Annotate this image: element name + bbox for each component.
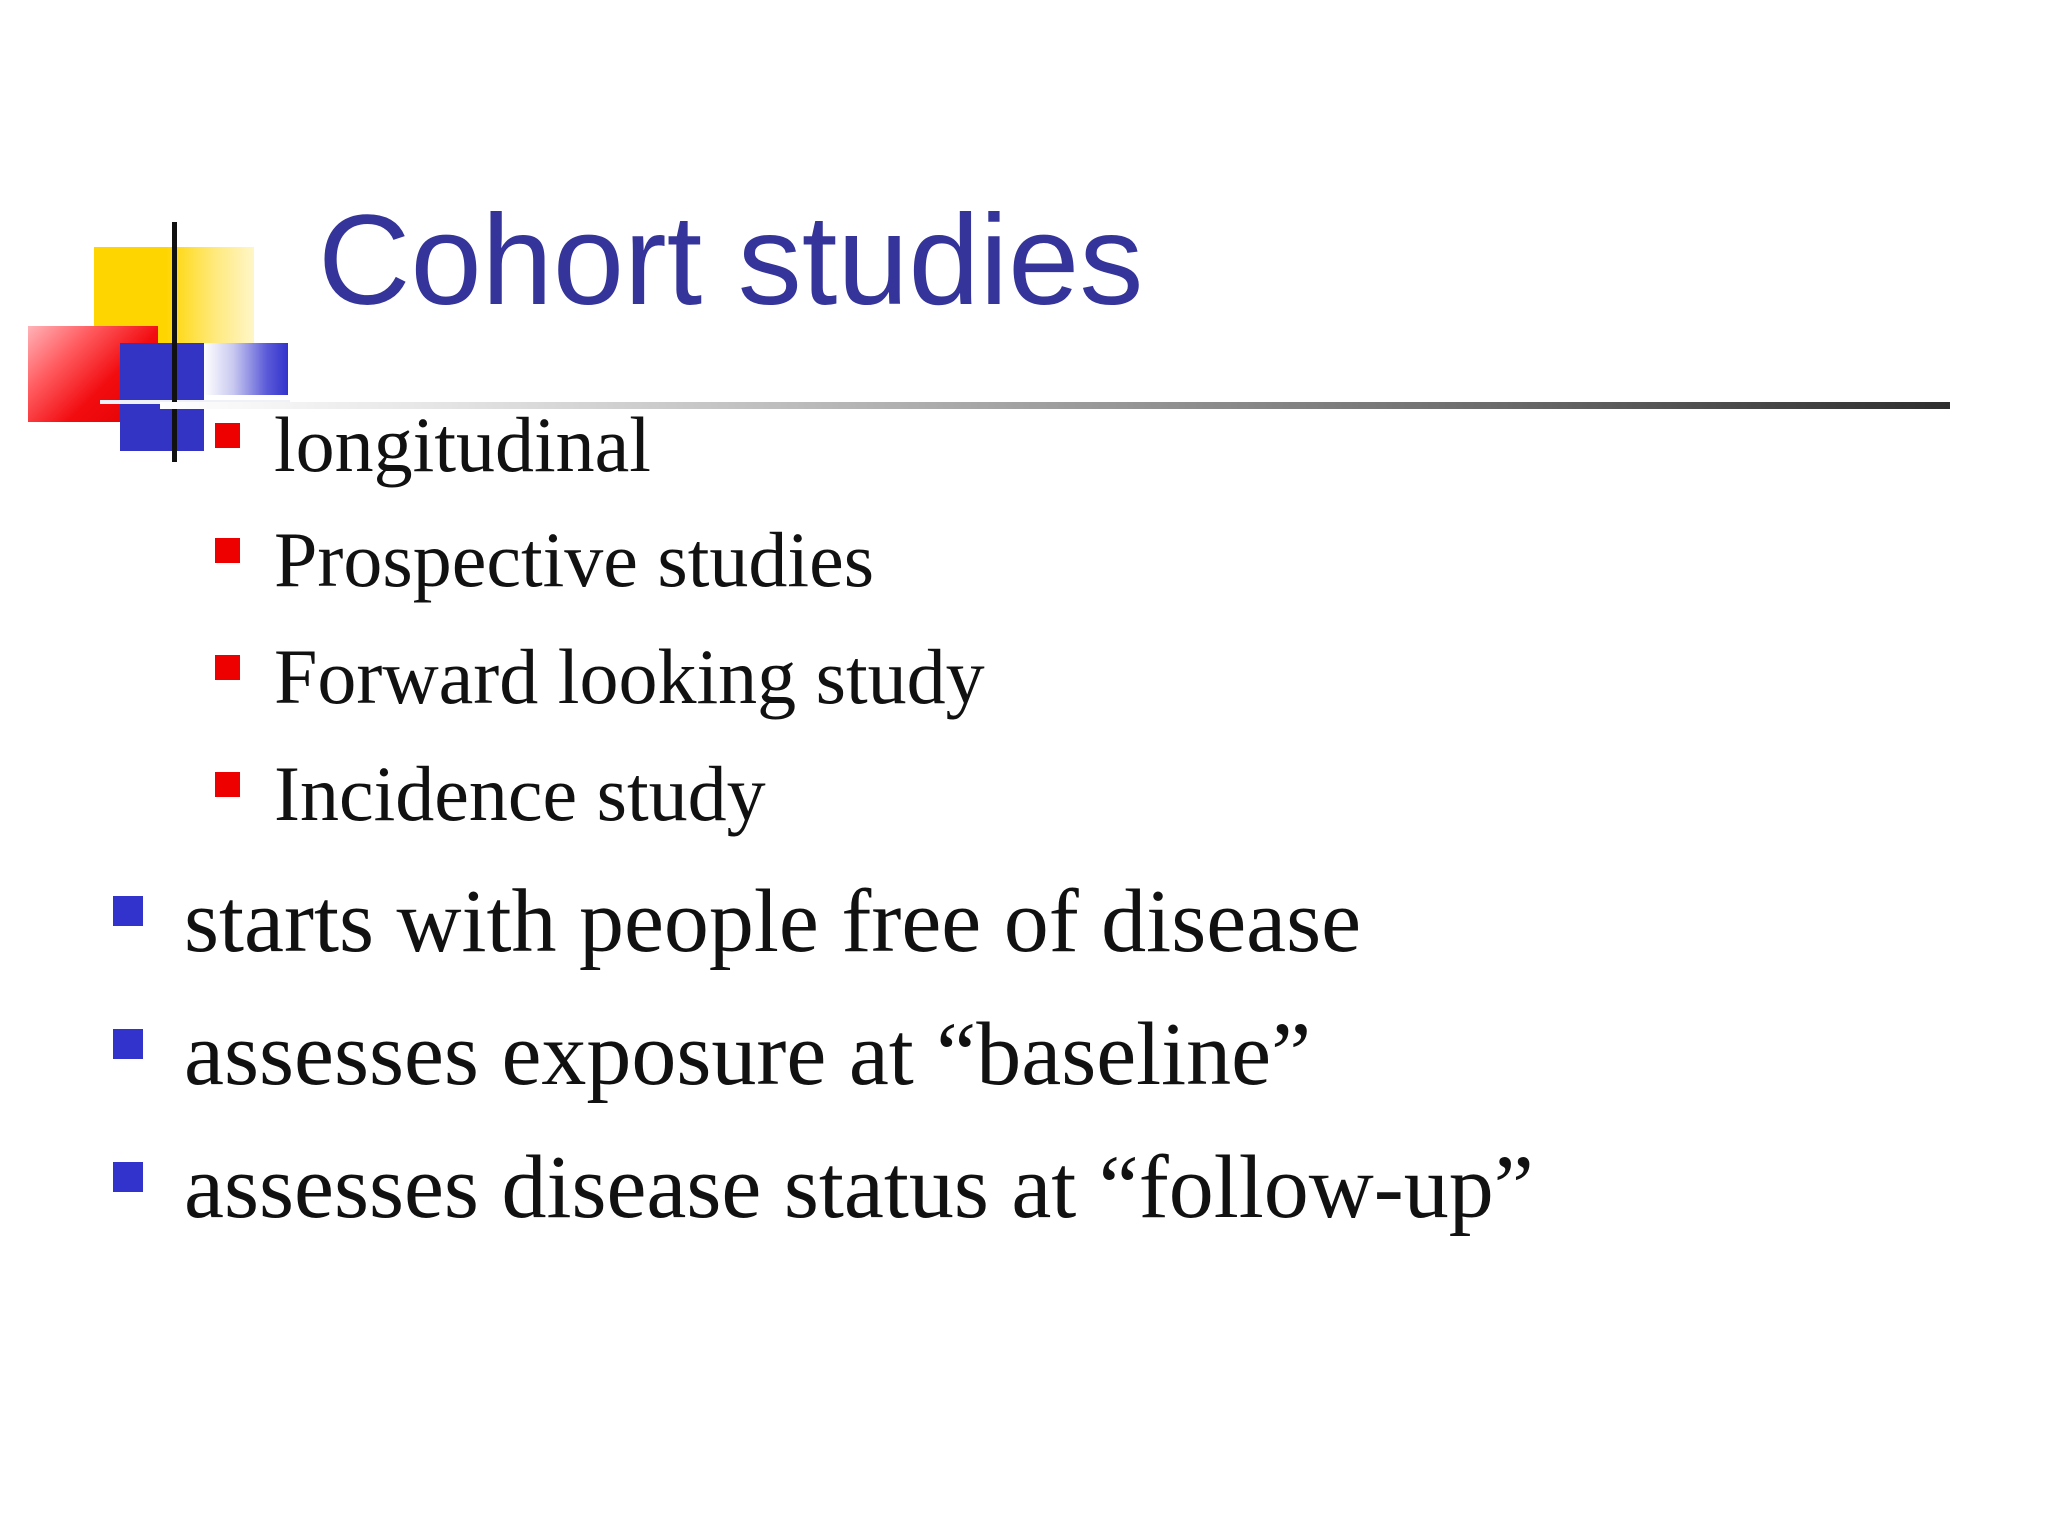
bullet-icon	[215, 423, 240, 448]
decorative-vertical-line	[172, 222, 177, 462]
bullet-icon	[113, 896, 143, 926]
list-item: Prospective studies	[274, 516, 875, 603]
list-item: Incidence study	[274, 750, 766, 837]
slide-title: Cohort studies	[318, 189, 1144, 332]
decorative-blue-gradient-block	[204, 343, 288, 395]
bullet-icon	[113, 1162, 143, 1192]
bullet-icon	[113, 1029, 143, 1059]
list-item: assesses exposure at “baseline”	[184, 1005, 1312, 1104]
decorative-blue-block	[120, 343, 204, 451]
list-item: longitudinal	[274, 401, 651, 488]
bullet-icon	[215, 538, 240, 563]
list-item: assesses disease status at “follow-up”	[184, 1138, 1534, 1237]
bullet-icon	[215, 655, 240, 680]
list-item: starts with people free of disease	[184, 872, 1362, 971]
list-item: Forward looking study	[274, 633, 985, 720]
bullet-icon	[215, 772, 240, 797]
